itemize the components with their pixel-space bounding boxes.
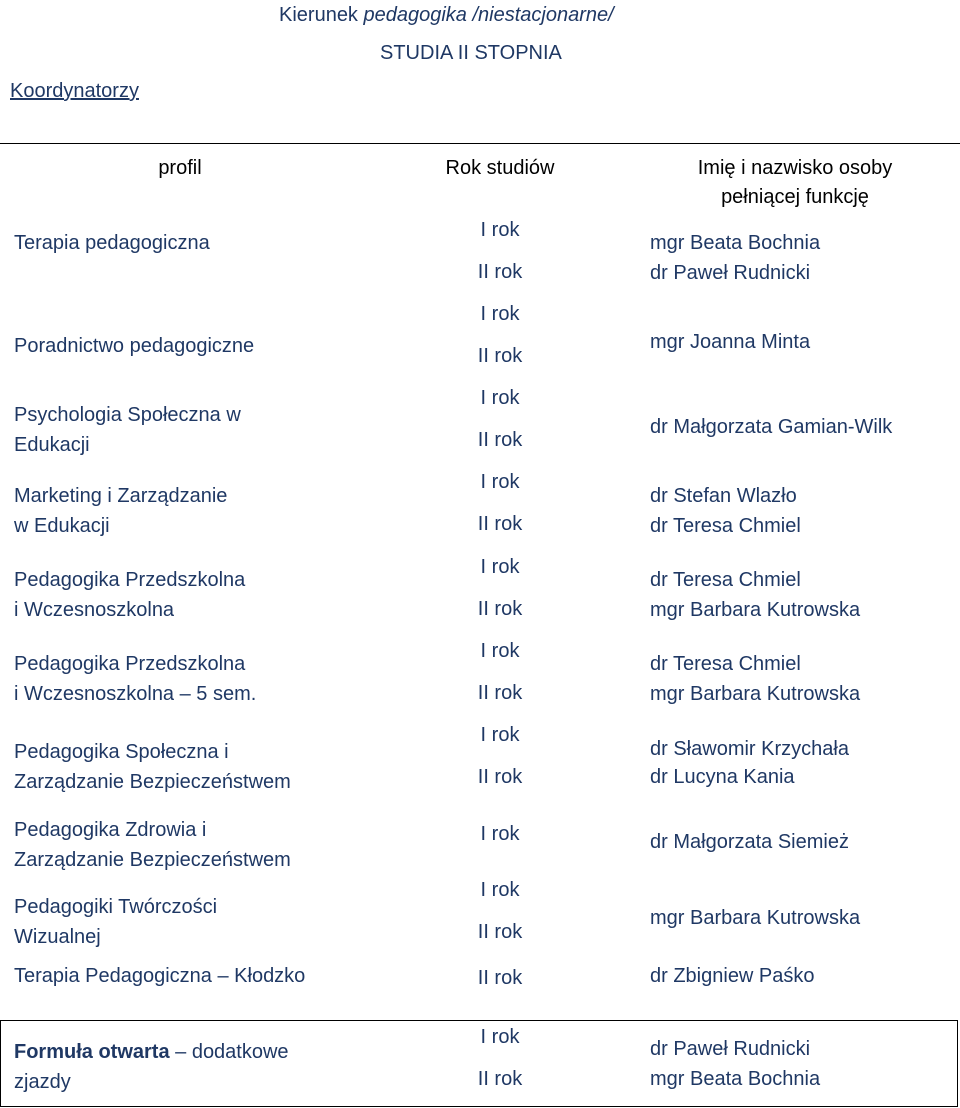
person-line: dr Stefan Wlazło <box>650 485 797 507</box>
column-header-year: Rok studiów <box>445 157 555 179</box>
year-line: I rok <box>480 879 520 901</box>
profile-line: Pedagogiki Twórczości <box>14 896 218 918</box>
title-prefix: Kierunek <box>279 4 364 26</box>
profile-line: Pedagogika Społeczna i <box>14 741 229 763</box>
profile-line: Psychologia Społeczna w <box>14 404 241 426</box>
profile-line: Terapia pedagogiczna <box>14 232 210 254</box>
open-formula-rest: – dodatkowe <box>169 1041 289 1063</box>
table-row-year <box>430 383 570 455</box>
year-line: II rok <box>477 598 523 620</box>
open-formula-line2: zjazdy <box>14 1071 71 1093</box>
table-row-person <box>650 565 860 625</box>
table-row-person <box>650 649 860 709</box>
column-header-person-line2: pełniącej funkcję <box>721 186 869 208</box>
year-line: II rok <box>477 921 523 943</box>
person-line: mgr Beata Bochnia <box>650 1068 821 1090</box>
year-line: II rok <box>477 1068 523 1090</box>
title-italic: pedagogika /niestacjonarne/ <box>363 4 614 26</box>
profile-line: Marketing i Zarządzanie <box>14 485 228 507</box>
profile-line: Edukacji <box>14 434 90 456</box>
table-row-profile <box>14 400 241 460</box>
person-line: dr Małgorzata Gamian-Wilk <box>650 416 893 438</box>
table-row-person <box>650 481 801 541</box>
table-row-year <box>430 552 570 624</box>
table-row-profile <box>14 331 254 361</box>
profile-line: Zarządzanie Bezpieczeństwem <box>14 771 291 793</box>
table-row-year <box>430 215 570 287</box>
table-row-year <box>430 875 570 947</box>
page-subtitle: STUDIA II STOPNIA <box>380 42 562 64</box>
year-line: I rok <box>480 823 520 845</box>
person-line: dr Teresa Chmiel <box>650 569 801 591</box>
profile-line: w Edukacji <box>14 515 110 537</box>
table-row-profile <box>14 565 245 625</box>
profile-line: Wizualnej <box>14 926 101 948</box>
table-row-profile <box>14 892 217 952</box>
table-row-profile <box>14 649 256 709</box>
person-line: mgr Joanna Minta <box>650 331 811 353</box>
table-row-year <box>430 819 570 849</box>
table-row-person <box>650 1034 820 1094</box>
person-line: mgr Barbara Kutrowska <box>650 599 861 621</box>
year-line: I rok <box>480 724 520 746</box>
person-line: dr Teresa Chmiel <box>650 515 801 537</box>
table-row-person <box>650 961 815 991</box>
person-line: dr Paweł Rudnicki <box>650 262 811 284</box>
profile-line: Pedagogika Przedszkolna <box>14 569 246 591</box>
person-line: mgr Barbara Kutrowska <box>650 683 861 705</box>
profile-line: Pedagogika Zdrowia i <box>14 819 207 841</box>
year-line: I rok <box>480 387 520 409</box>
table-row-year <box>430 636 570 708</box>
year-line: II rok <box>477 766 523 788</box>
table-row-person <box>650 903 860 933</box>
page-title <box>279 4 614 27</box>
person-line: dr Teresa Chmiel <box>650 653 801 675</box>
table-row-profile <box>14 815 291 875</box>
profile-line: i Wczesnoszkolna – 5 sem. <box>14 683 257 705</box>
year-line: I rok <box>480 471 520 493</box>
table-row-person <box>650 228 820 288</box>
year-line: II rok <box>477 967 523 989</box>
year-line: I rok <box>480 1026 520 1048</box>
table-row-year <box>430 467 570 539</box>
table-row-year <box>430 963 570 993</box>
table-row-person <box>650 412 892 442</box>
profile-line: Zarządzanie Bezpieczeństwem <box>14 849 291 871</box>
person-line: dr Paweł Rudnicki <box>650 1038 811 1060</box>
year-line: II rok <box>477 513 523 535</box>
year-line: II rok <box>477 261 523 283</box>
table-row-year <box>430 720 570 792</box>
person-line: dr Zbigniew Paśko <box>650 965 815 987</box>
year-line: I rok <box>480 219 520 241</box>
year-line: I rok <box>480 303 520 325</box>
year-line: I rok <box>480 556 520 578</box>
year-line: I rok <box>480 640 520 662</box>
table-row-person <box>650 827 849 857</box>
table-row-year <box>430 299 570 371</box>
profile-line: Terapia Pedagogiczna – Kłodzko <box>14 965 306 987</box>
person-line: dr Lucyna Kania <box>650 766 795 788</box>
table-top-border <box>0 143 960 144</box>
table-row-profile <box>14 737 291 797</box>
year-line: II rok <box>477 345 523 367</box>
person-line: mgr Barbara Kutrowska <box>650 907 861 929</box>
table-row-person <box>650 327 810 357</box>
table-row-profile-open-formula <box>14 1037 289 1097</box>
profile-line: Poradnictwo pedagogiczne <box>14 335 255 357</box>
column-header-person <box>650 154 940 212</box>
table-row-profile <box>14 481 227 541</box>
person-line: dr Sławomir Krzychała <box>650 738 849 760</box>
table-row-profile <box>14 961 305 991</box>
year-line: II rok <box>477 429 523 451</box>
profile-line: Pedagogika Przedszkolna <box>14 653 246 675</box>
column-header-person-line1: Imię i nazwisko osoby <box>697 157 893 179</box>
table-row-person <box>650 734 849 792</box>
year-line: II rok <box>477 682 523 704</box>
table-row-profile <box>14 228 210 258</box>
person-line: dr Małgorzata Siemież <box>650 831 849 853</box>
column-header-profile: profil <box>158 157 202 179</box>
person-line: mgr Beata Bochnia <box>650 232 821 254</box>
coordinators-label: Koordynatorzy <box>10 80 139 102</box>
open-formula-bold: Formuła otwarta <box>14 1041 170 1063</box>
profile-line: i Wczesnoszkolna <box>14 599 175 621</box>
table-row-year <box>430 1022 570 1094</box>
